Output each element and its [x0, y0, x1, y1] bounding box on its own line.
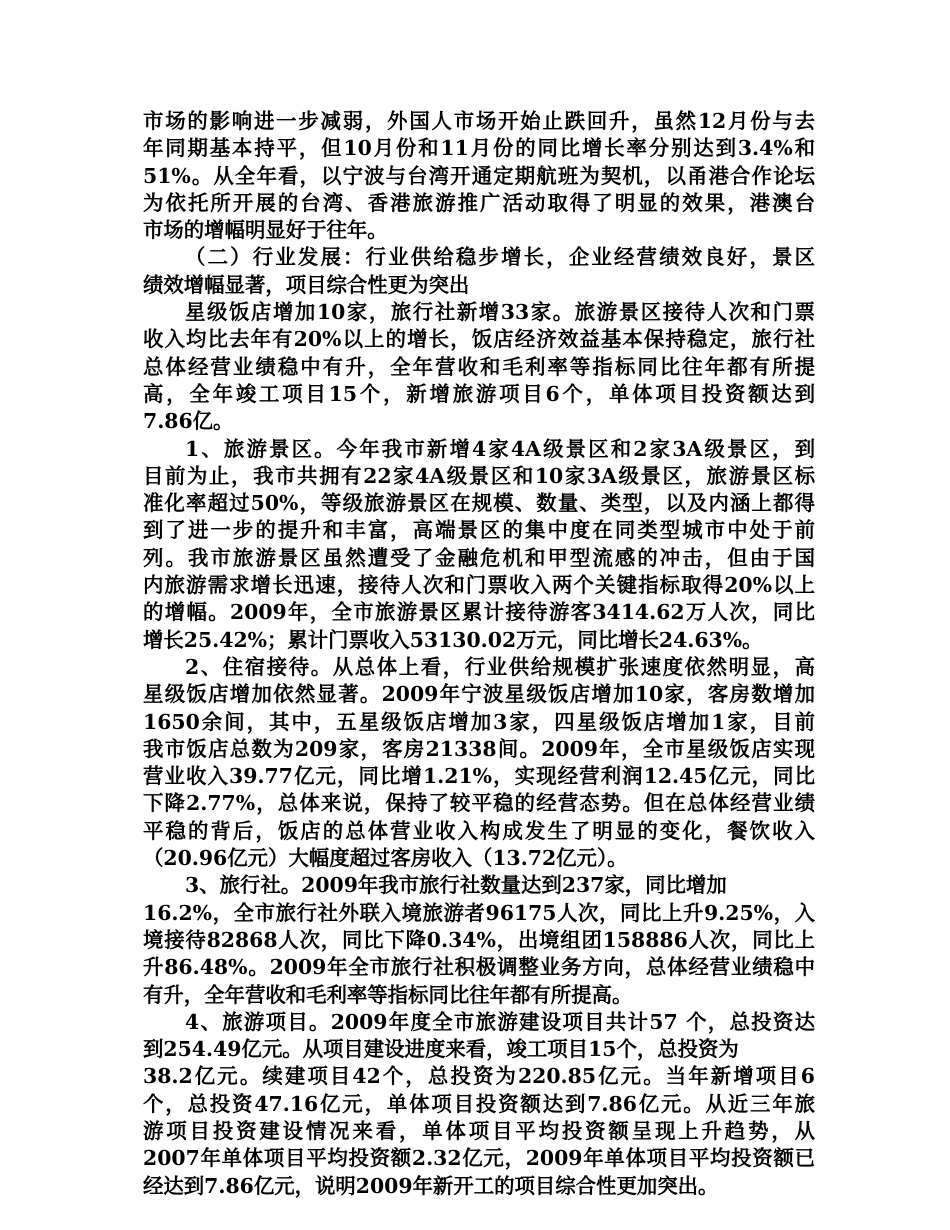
- text-line: 高，全年竣工项目15个，新增旅游项目6个，单体项目投资额达到: [143, 381, 815, 406]
- text-line: 星级饭店增加10家，旅行社新增33家。旅游景区接待人次和门票: [185, 300, 815, 325]
- text-line: 内旅游需求增长迅速，接待人次和门票收入两个关键指标取得20%以上: [143, 573, 815, 598]
- text-line: 下降2.77%，总体来说，保持了较平稳的经营态势。但在总体经营业绩: [143, 791, 815, 816]
- text-line: 到254.49亿元。从项目建设进度来看，竣工项目15个，总投资为: [143, 1037, 739, 1062]
- text-line: 平稳的背后，饭店的总体营业收入构成发生了明显的变化，餐饮收入: [143, 818, 815, 843]
- text-line: 1650余间，其中，五星级饭店增加3家，四星级饭店增加1家，目前: [143, 709, 815, 734]
- text-line: 16.2%，全市旅行社外联入境旅游者96175人次，同比上升9.25%，入: [143, 900, 815, 925]
- text-line: 准化率超过50%，等级旅游景区在规模、数量、类型，以及内涵上都得: [143, 491, 815, 516]
- text-line: （20.96亿元）大幅度超过客房收入（13.72亿元）。: [143, 846, 628, 871]
- text-line: 星级饭店增加依然显著。2009年宁波星级饭店增加10家，客房数增加: [143, 682, 815, 707]
- text-line: 游项目投资建设情况来看，单体项目平均投资额呈现上升趋势，从: [143, 1118, 815, 1143]
- text-line: （二）行业发展：行业供给稳步增长，企业经营绩效良好，景区: [185, 245, 815, 270]
- text-line: 我市饭店总数为209家，客房21338间。2009年，全市星级饭店实现: [143, 736, 815, 761]
- text-line: 市场的影响进一步减弱，外国人市场开始止跌回升，虽然12月份与去: [143, 109, 815, 133]
- text-line: 增长25.42%；累计门票收入53130.02万元，同比增长24.63%。: [143, 627, 763, 652]
- text-line: 的增幅。2009年，全市旅游景区累计接待游客3414.62万人次，同比: [143, 600, 815, 625]
- text-line: 经达到7.86亿元，说明2009年新开工的项目综合性更加突出。: [143, 1173, 719, 1198]
- text-line: 4、旅游项目。2009年度全市旅游建设项目共计57 个，总投资达: [185, 1009, 815, 1034]
- text-line: 51%。从全年看，以宁波与台湾开通定期航班为契机，以甬港合作论坛: [143, 163, 815, 188]
- text-line: 38.2亿元。续建项目42个，总投资为220.85亿元。当年新增项目6: [143, 1064, 815, 1089]
- text-line: 绩效增幅显著，项目综合性更为突出: [143, 272, 470, 297]
- text-line: 7.86亿。: [143, 409, 234, 434]
- text-line: 目前为止，我市共拥有22家4A级景区和10家3A级景区，旅游景区标: [143, 463, 815, 488]
- text-line: 1、旅游景区。今年我市新增4家4A级景区和2家3A级景区，到: [185, 436, 815, 461]
- text-line: 境接待82868人次，同比下降0.34%，出境组团158886人次，同比上: [143, 927, 815, 952]
- text-line: 3、旅行社。2009年我市旅行社数量达到237家，同比增加: [185, 873, 727, 898]
- text-line: 总体经营业绩稳中有升，全年营收和毛利率等指标同比往年都有所提: [143, 354, 815, 379]
- text-line: 有升，全年营收和毛利率等指标同比往年都有所提高。: [143, 982, 633, 1007]
- text-line: 收入均比去年有20%以上的增长，饭店经济效益基本保持稳定，旅行社: [143, 327, 815, 352]
- text-line: 营业收入39.77亿元，同比增1.21%，实现经营利润12.45亿元，同比: [143, 764, 815, 789]
- text-line: 年同期基本持平，但10月份和11月份的同比增长率分别达到3.4%和: [143, 136, 815, 161]
- text-line: 2、住宿接待。从总体上看，行业供给规模扩张速度依然明显，高: [185, 654, 815, 679]
- document-body: [143, 108, 815, 1200]
- text-line: 市场的增幅明显好于往年。: [143, 218, 388, 243]
- text-line: 2007年单体项目平均投资额2.32亿元，2009年单体项目平均投资额已: [143, 1146, 815, 1171]
- text-line: 为依托所开展的台湾、香港旅游推广活动取得了明显的效果，港澳台: [143, 190, 815, 215]
- text-line: 升86.48%。2009年全市旅行社积极调整业务方向，总体经营业绩稳中: [143, 955, 815, 980]
- text-line: 列。我市旅游景区虽然遭受了金融危机和甲型流感的冲击，但由于国: [143, 545, 815, 570]
- text-line: 到了进一步的提升和丰富，高端景区的集中度在同类型城市中处于前: [143, 518, 815, 543]
- text-line: 个，总投资47.16亿元，单体项目投资额达到7.86亿元。从近三年旅: [143, 1091, 815, 1116]
